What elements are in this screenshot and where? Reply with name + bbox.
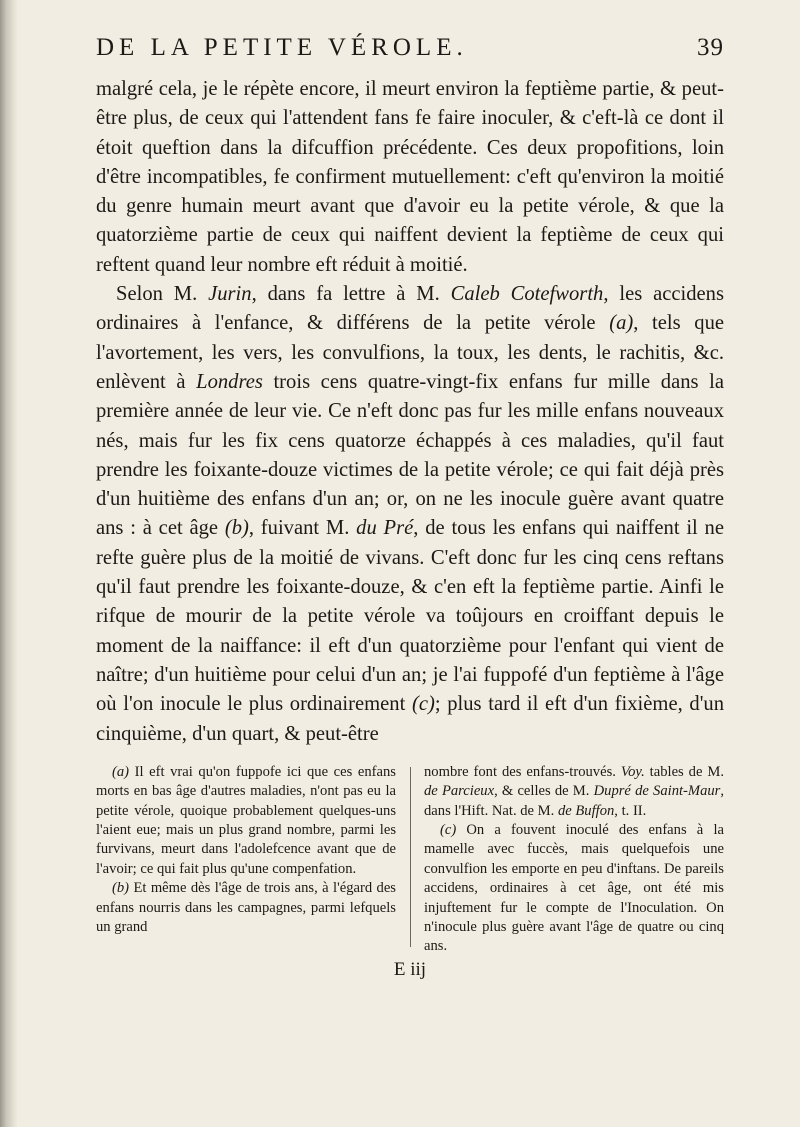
italic-run: Voy. [620,763,645,780]
italic-run: de Parcieux [424,783,495,800]
italic-run: du Pré [356,517,414,540]
italic-run: (c) [411,693,435,716]
text-run: , dans l'Hift. Nat. de M. [424,783,724,819]
text-run: Il eft vrai qu'on fuppofe ici que ces enfans morts en bas âge d'autres maladies, n'ont pas eu la petite vérole, quoique probablement quelques-uns l'aient eue; mais un plus grand nombre, parmi les furvivans, meurt dans l'adolefcence avant que de l'avoir; ce qui fait plus qu'une compenfation. [96,763,396,877]
text-run: ; plus tard il eft d'un fixième, d'un cinquième, d'un quart, & peut-être [96,693,724,745]
italic-run: de Buffon [557,802,615,819]
text-run: , t. II. [614,802,647,819]
running-head [96,34,724,72]
text-run: , les accidens ordinaires à l'enfance, & différens de la petite vérole [96,283,724,335]
text-run: trois cens quatre-vingt-fix enfans fur mille dans la première année de leur vie. Ce n'eft donc pas fur les mille enfans nouveaux nés, mais fur les fix cens quatorze échappés à ces maladies, qu'il faut prendre les foixante-douze victimes de la petite vérole; ce qui fait déjà près d'un huitième des enfans d'un an; or, on ne les inocule guère avant quatre ans : à cet âge [96,370,724,540]
text-run: tables de M. [644,763,724,780]
text-run: , tels que l'avortement, les vers, les convulfions, la toux, les dents, le rachitis, &c. enlèvent à [96,312,725,393]
page-number: 39 [697,34,724,61]
book-page [96,34,724,981]
italic-run: Jurin [208,283,252,306]
footnote-b [96,879,396,937]
footnotes [96,763,724,957]
italic-run: (b) [112,880,130,897]
footnote-a [96,763,396,879]
footnotes-right-column [424,763,724,957]
italic-run: Dupré de Saint-Maur [593,783,721,800]
footnotes-left-column [96,763,396,957]
page-binding-edge [0,0,18,1127]
footnote-c [424,821,724,957]
main-paragraph-2 [96,280,724,749]
main-paragraph-1 [96,75,724,280]
text-run: On a fouvent inoculé des enfans à la mamelle avec fuccès, mais quelquefois une convulfion les emporte en peu d'inftans. De pareils accidens, ordinaires à cet âge, ont été mis injuftement fur le compte de l'Inoculation. On n'inocule plus guère avant l'âge de quatre ou cinq ans. [424,822,724,955]
text-run: , dans fa lettre à M. [251,283,451,306]
footnote-b-continued [424,763,724,821]
footnote-column-divider [410,767,411,947]
signature-mark: E iij [393,958,427,980]
text-run: , fuivant M. [248,517,357,540]
italic-run: (a) [609,312,634,335]
running-title: DE LA PETITE VÉROLE. [96,34,468,61]
italic-run: Caleb Cotefworth [450,283,604,306]
main-text [96,75,724,749]
italic-run: (a) [112,763,130,780]
text-run: malgré cela, je le répète encore, il meurt environ la feptième partie, & peut-être plus, de ceux qui l'attendent fans fe faire inoculer, & c'eft-là ce dont il étoit queftion dans la difcuffion précédente. Ces deux propofitions, loin d'être incompatibles, fe confirment mutuellement: c'eft qu'environ la moitié du genre humain meurt avant que d'avoir eu la petite vérole, & que la quatorzième partie de ceux qui naiffent devient la feptième de ceux qui reftent quand leur nombre eft réduit à moitié. [96,78,724,276]
italic-run: (c) [440,822,457,839]
text-run: , de tous les enfans qui naiffent il ne refte guère plus de la moitié de vivans. C'eft donc fur les cinq cens reftans qu'il faut prendre les foixante-douze, & c'en eft la feptième partie. Ainfi le rifque de mourir de la petite vérole va toûjours en croiffant depuis le moment de la naiffance: il eft d'un quatorzième pour l'enfant qui vient de naître; d'un huitième pour celui d'un an; je l'ai fuppofé d'un feptième à l'âge où l'on inocule le plus ordinairement [96,517,724,716]
text-run: Selon M. [116,283,209,306]
italic-run: (b) [224,517,249,540]
italic-run: Londres [196,370,263,393]
text-run: nombre font des enfans-trouvés. [424,763,621,780]
text-run: , & celles de M. [494,783,594,800]
text-run: Et même dès l'âge de trois ans, à l'égard des enfans nourris dans les campagnes, parmi lefquels un grand [96,880,396,936]
